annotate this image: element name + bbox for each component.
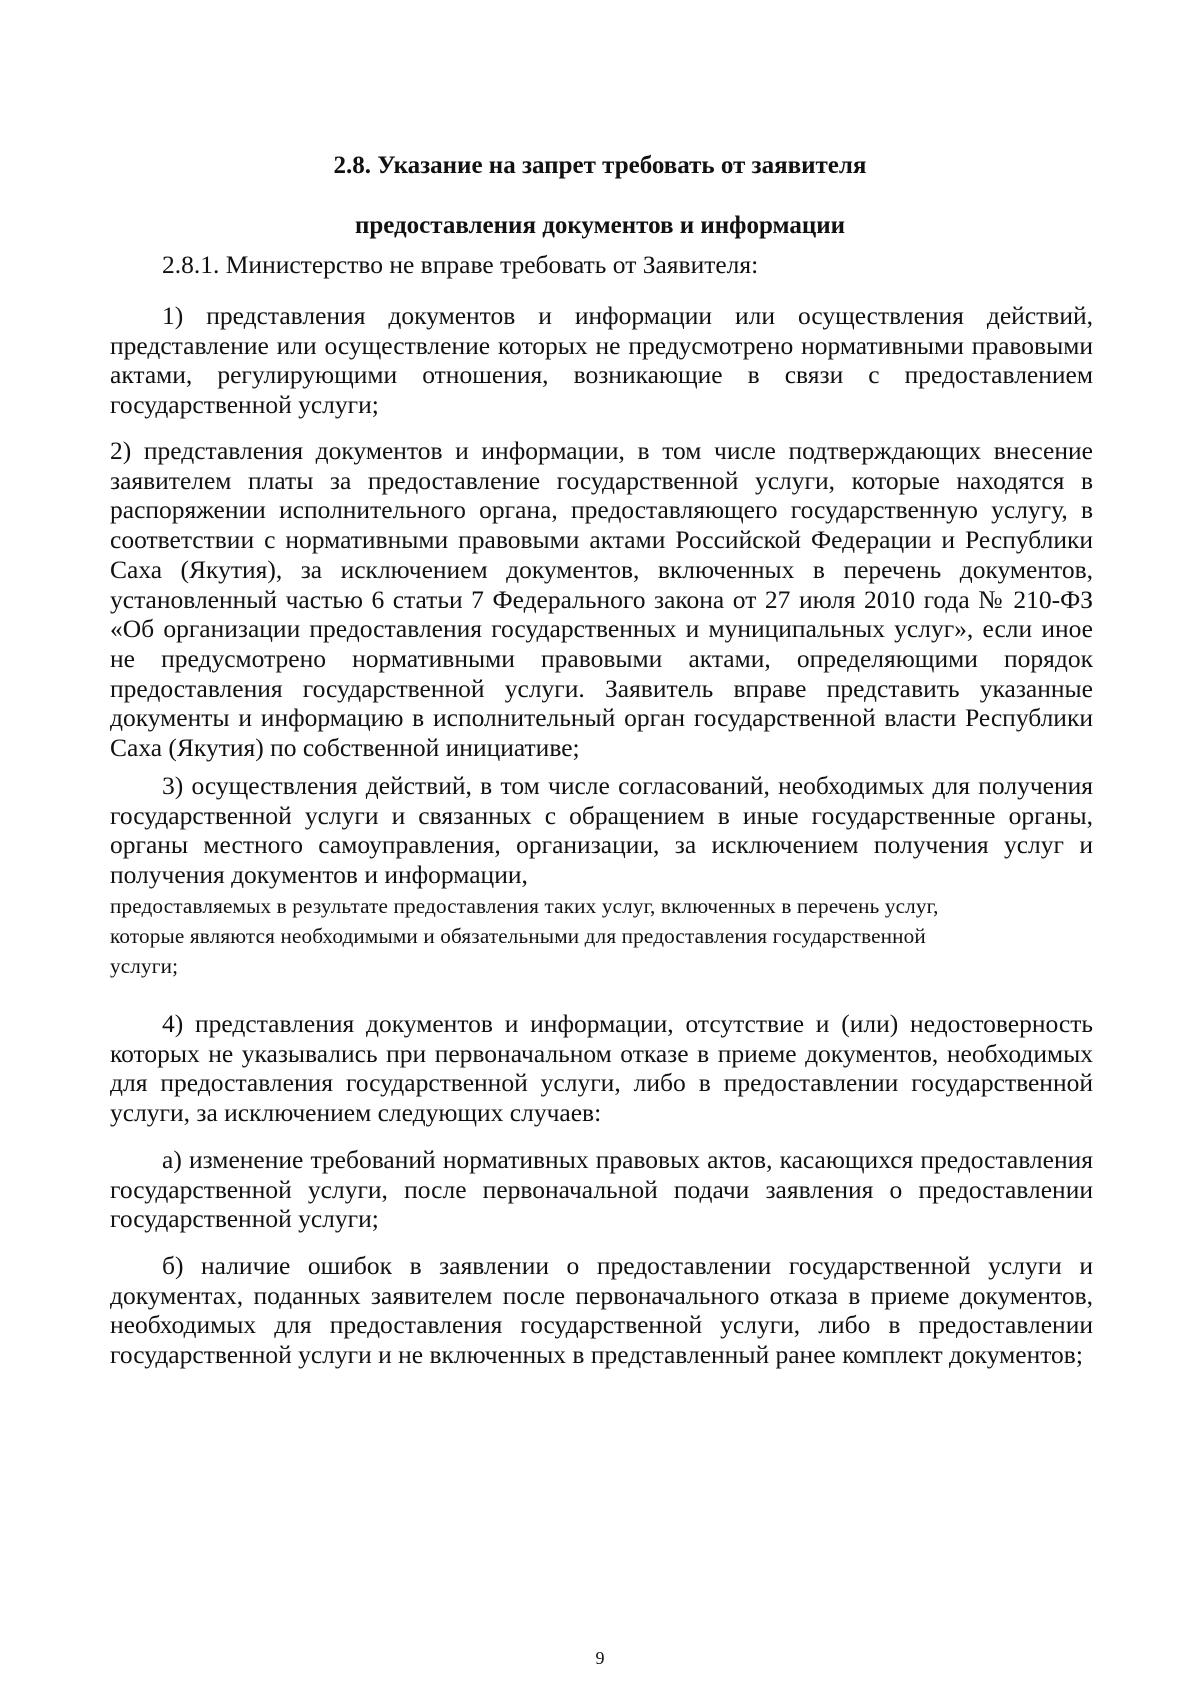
- item-3-continuation-line-2: которые являются необходимыми и обязательными для предоставления государственной: [110, 924, 926, 948]
- item-3-continuation: [110, 891, 1093, 981]
- page-number: 9: [595, 1648, 605, 1668]
- item-1-paragraph: 1) представления документов и информации или осуществления действий, представление или осуществление которых не предусмотрено нормативными правовыми актами, регулирующими отношения, возникающие в связи с предоставлением государственной услуги;: [110, 301, 1093, 420]
- item-4-paragraph: 4) представления документов и информации, отсутствие и (или) недостоверность которых не указывались при первоначальном отказе в приеме документов, необходимых для предоставления государственной услуги, либо в предоставлении государственной услуги, за исключением следующих случаев:: [110, 1009, 1093, 1128]
- section-heading-line-2: предоставления документов и информации: [354, 212, 846, 239]
- item-3-paragraph: 3) осуществления действий, в том числе согласований, необходимых для получения государственной услуги и связанных с обращением в иные государственные органы, органы местного самоуправления, организации, за исключением получения услуг и получения документов и информации,: [110, 771, 1093, 890]
- intro-paragraph: 2.8.1. Министерство не вправе требовать от Заявителя:: [162, 250, 759, 279]
- section-heading-line-1: 2.8. Указание на запрет требовать от заявителя: [333, 152, 867, 179]
- item-b-paragraph: б) наличие ошибок в заявлении о предоставлении государственной услуги и документах, поданных заявителем после первоначального отказа в приеме документов, необходимых для предоставления государственной услуги, либо в предоставлении государственной услуги и не включенных в представленный ранее комплект документов;: [110, 1251, 1093, 1370]
- item-a-paragraph: а) изменение требований нормативных правовых актов, касающихся предоставления государственной услуги, после первоначальной подачи заявления о предоставлении государственной услуги;: [110, 1145, 1093, 1234]
- item-2-paragraph: 2) представления документов и информации, в том числе подтверждающих внесение заявителем платы за предоставление государственной услуги, которые находятся в распоряжении исполнительного органа, предоставляющего государственную услугу, в соответствии с нормативными правовыми актами Российской Федерации и Республики Саха (Якутия), за исключением документов, включенных в перечень документов, установленный частью 6 статьи 7 Федерального закона от 27 июля 2010 года № 210-ФЗ «Об организации предоставления государственных и муниципальных услуг», если иное не предусмотрено нормативными правовыми актами, определяющими порядок предоставления государственной услуги. Заявитель вправе представить указанные документы и информацию в исполнительный орган государственной власти Республики Саха (Якутия) по собственной инициативе;: [110, 436, 1093, 763]
- item-3-continuation-line-3: услуги;: [110, 954, 179, 978]
- item-3-continuation-line-1: предоставляемых в результате предоставления таких услуг, включенных в перечень услуг,: [110, 894, 939, 918]
